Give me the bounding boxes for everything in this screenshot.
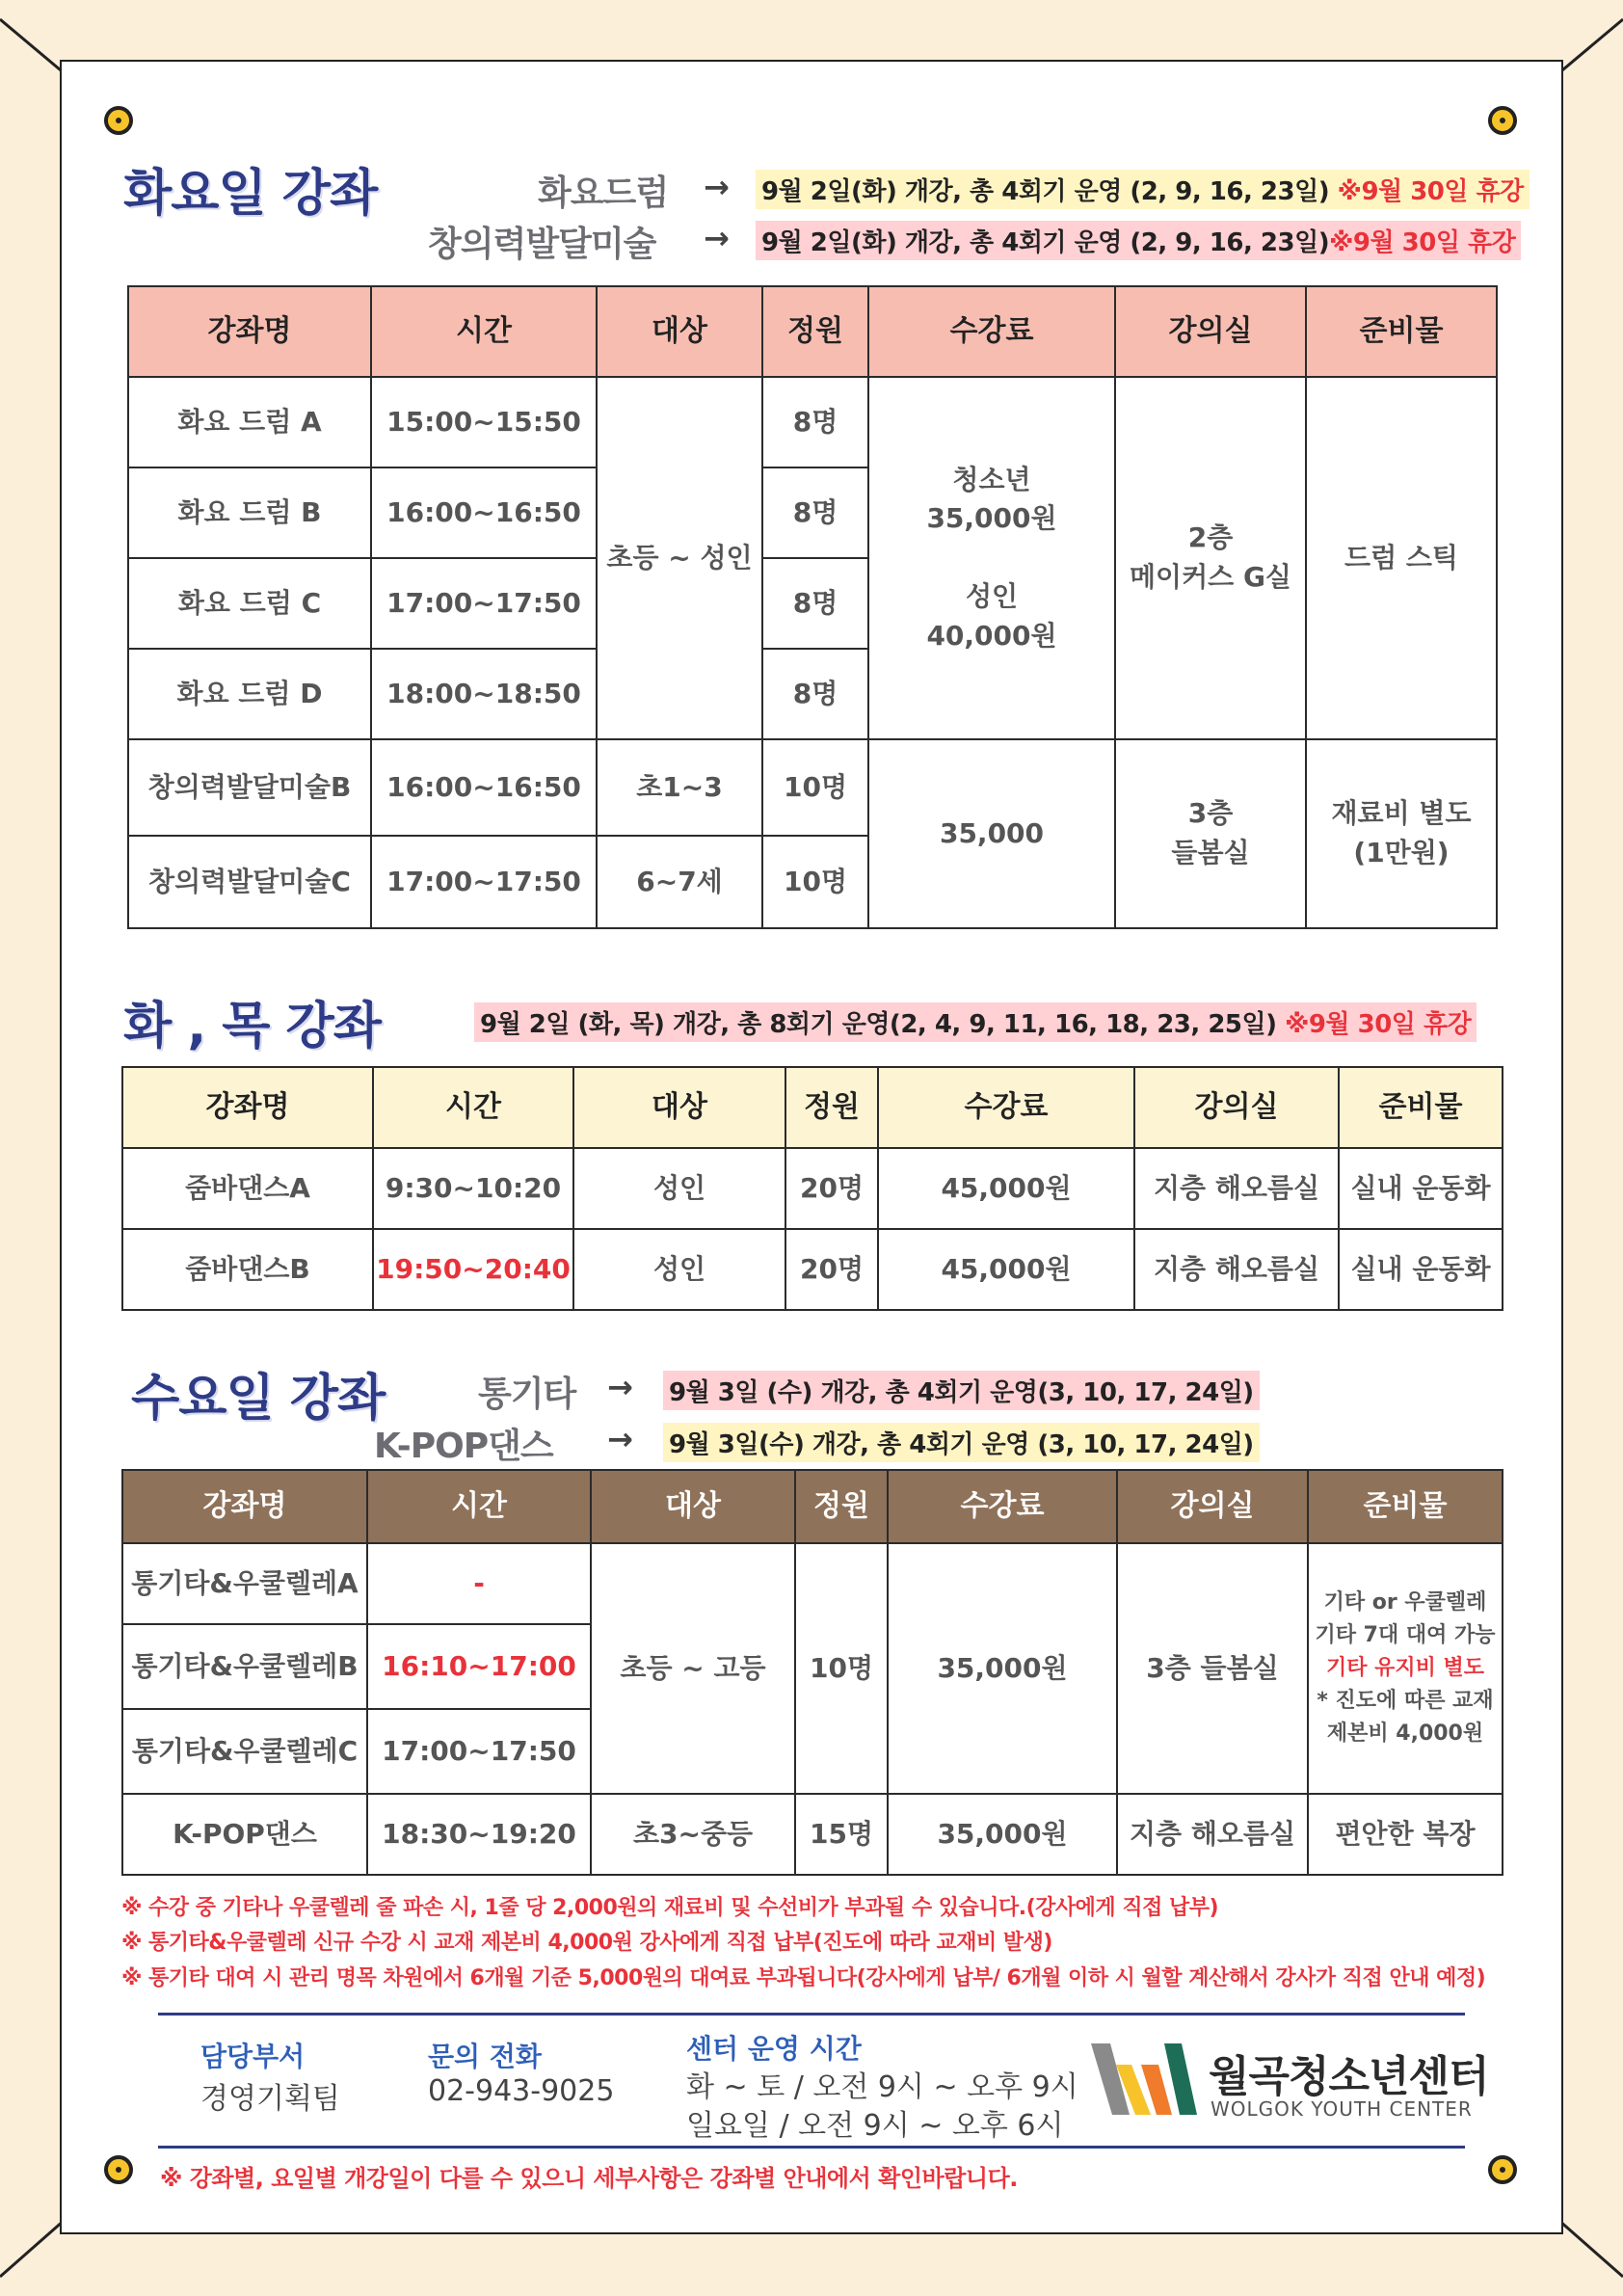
table-row: [122, 1229, 1503, 1310]
table-row: [122, 1543, 1503, 1624]
course-supplies: 실내 운동화: [1339, 1148, 1503, 1229]
col-header: 시간: [367, 1470, 591, 1543]
footer-bottom-divider: [158, 2146, 1465, 2149]
table-row: [128, 739, 1497, 836]
col-header: 대상: [591, 1470, 795, 1543]
course-capacity: 10명: [762, 836, 868, 928]
col-header: 수강료: [868, 286, 1115, 377]
course-time: -: [367, 1543, 591, 1624]
ring-bottom-right-icon: [1488, 2155, 1517, 2184]
tuethu-title: 화 , 목 강좌: [123, 998, 381, 1055]
course-capacity: 20명: [785, 1229, 878, 1310]
tuesday-table: [127, 285, 1498, 929]
table-row: [122, 1794, 1503, 1875]
course-supplies: 실내 운동화: [1339, 1229, 1503, 1310]
course-supplies: 드럼 스틱: [1306, 377, 1497, 739]
hours-sunday: 일요일 / 오전 9시 ~ 오후 6시: [686, 2109, 1064, 2143]
wednesday-title: 수요일 강좌: [131, 1370, 386, 1428]
col-header: 강좌명: [122, 1067, 373, 1148]
course-time: 9:30~10:20: [373, 1148, 573, 1229]
course-name: K-POP댄스: [122, 1794, 367, 1875]
course-time: 17:00~17:50: [367, 1709, 591, 1794]
col-header: 정원: [762, 286, 868, 377]
course-time: 18:00~18:50: [371, 649, 597, 739]
course-time: 16:10~17:00: [367, 1624, 591, 1709]
course-target: 초3~중등: [591, 1794, 795, 1875]
col-header: 강좌명: [122, 1470, 367, 1543]
wednesday-table: [121, 1469, 1503, 1876]
col-header: 강의실: [1115, 286, 1306, 377]
dept-value: 경영기획팀: [200, 2082, 340, 2116]
course-name: 창의력발달미술C: [128, 836, 371, 928]
col-header: 준비물: [1339, 1067, 1503, 1148]
table-row: [122, 1148, 1503, 1229]
course-supplies: 재료비 별도 (1만원): [1306, 739, 1497, 928]
course-fee: 45,000원: [878, 1229, 1134, 1310]
course-supplies: 기타 or 우쿨렐레 기타 7대 대여 가능 기타 유지비 별도 * 진도에 따른 교재 제본비 4,000원: [1308, 1543, 1503, 1794]
course-target: 초1~3: [597, 739, 762, 836]
ring-top-left-icon: [104, 106, 133, 135]
course-time: 18:30~19:20: [367, 1794, 591, 1875]
course-fee: 35,000: [868, 739, 1115, 928]
course-target: 성인: [573, 1229, 785, 1310]
course-time: 17:00~17:50: [371, 836, 597, 928]
course-name: 통기타&우쿨렐레A: [122, 1543, 367, 1624]
ring-bottom-left-icon: [104, 2155, 133, 2184]
course-capacity: 10명: [762, 739, 868, 836]
course-time: 19:50~20:40: [373, 1229, 573, 1310]
table-row: [128, 377, 1497, 467]
course-room: 3층 들봄실: [1115, 739, 1306, 928]
col-header: 준비물: [1308, 1470, 1503, 1543]
tuesday-drum-name: 화요드럼: [538, 174, 669, 213]
course-time: 17:00~17:50: [371, 558, 597, 649]
tuethu-table: [121, 1066, 1503, 1311]
wednesday-kpop-name: K-POP댄스: [374, 1427, 553, 1466]
course-target: 초등 ~ 성인: [597, 377, 762, 739]
course-name: 통기타&우쿨렐레C: [122, 1709, 367, 1794]
course-room: 지층 해오름실: [1134, 1229, 1339, 1310]
hours-weekday: 화 ~ 토 / 오전 9시 ~ 오후 9시: [686, 2070, 1078, 2104]
col-header: 시간: [373, 1067, 573, 1148]
tuethu-note: 9월 2일 (화, 목) 개강, 총 8회기 운영(2, 4, 9, 11, 16, 18, 23, 25일) ※9월 30일 휴강: [474, 1002, 1477, 1042]
course-time: 15:00~15:50: [371, 377, 597, 467]
course-supplies: 편안한 복장: [1308, 1794, 1503, 1875]
col-header: 수강료: [878, 1067, 1134, 1148]
tuesday-drum-arrow: →: [704, 169, 730, 205]
col-header: 정원: [795, 1470, 888, 1543]
tuesday-art-note: 9월 2일(화) 개강, 총 4회기 운영 (2, 9, 16, 23일)※9월 30일 휴강: [756, 221, 1521, 260]
course-name: 통기타&우쿨렐레B: [122, 1624, 367, 1709]
course-capacity: 20명: [785, 1148, 878, 1229]
course-fee: 35,000원: [888, 1794, 1117, 1875]
dept-label: 담당부서: [200, 2041, 306, 2072]
ring-top-right-icon: [1488, 106, 1517, 135]
tuesday-art-arrow: →: [704, 220, 730, 256]
col-header: 대상: [597, 286, 762, 377]
footer-top-divider: [158, 2013, 1465, 2016]
footnote-2: ※ 통기타&우쿨렐레 신규 수강 시 교재 제본비 4,000원 강사에게 직접 납부(진도에 따라 교재비 발생): [121, 1931, 1052, 1955]
course-name: 화요 드럼 A: [128, 377, 371, 467]
course-room: 지층 해오름실: [1134, 1148, 1339, 1229]
logo-english: WOLGOK YOUTH CENTER: [1211, 2097, 1473, 2121]
wednesday-kpop-arrow: →: [607, 1421, 633, 1457]
course-fee: 35,000원: [888, 1543, 1117, 1794]
wednesday-guitar-name: 통기타: [478, 1375, 576, 1414]
phone-value: 02-943-9025: [428, 2074, 615, 2108]
wolgok-logo-icon: [1087, 2036, 1203, 2122]
col-header: 대상: [573, 1067, 785, 1148]
wednesday-guitar-note: 9월 3일 (수) 개강, 총 4회기 운영(3, 10, 17, 24일): [663, 1371, 1260, 1410]
tuesday-art-name: 창의력발달미술: [428, 225, 656, 264]
course-room: 3층 들봄실: [1117, 1543, 1308, 1794]
course-time: 16:00~16:50: [371, 467, 597, 558]
col-header: 강의실: [1117, 1470, 1308, 1543]
logo-name: 월곡청소년센터: [1209, 2052, 1489, 2101]
footnote-3: ※ 통기타 대여 시 관리 명목 차원에서 6개월 기준 5,000원의 대여료 부과됩니다(강사에게 납부/ 6개월 이하 시 월할 계산해서 강사가 직접 안내 예정): [121, 1966, 1486, 1990]
course-room: 지층 해오름실: [1117, 1794, 1308, 1875]
course-capacity: 8명: [762, 649, 868, 739]
wednesday-kpop-note: 9월 3일(수) 개강, 총 4회기 운영 (3, 10, 17, 24일): [663, 1423, 1260, 1462]
course-capacity: 8명: [762, 558, 868, 649]
col-header: 수강료: [888, 1470, 1117, 1543]
course-capacity: 10명: [795, 1543, 888, 1794]
tuesday-drum-note: 9월 2일(화) 개강, 총 4회기 운영 (2, 9, 16, 23일) ※9월 30일 휴강: [756, 170, 1530, 209]
col-header: 정원: [785, 1067, 878, 1148]
course-time: 16:00~16:50: [371, 739, 597, 836]
col-header: 준비물: [1306, 286, 1497, 377]
col-header: 강의실: [1134, 1067, 1339, 1148]
footnote-1: ※ 수강 중 기타나 우쿨렐레 줄 파손 시, 1줄 당 2,000원의 재료비 및 수선비가 부과될 수 있습니다.(강사에게 직접 납부): [121, 1896, 1219, 1920]
tuesday-title: 화요일 강좌: [123, 165, 378, 223]
wednesday-guitar-arrow: →: [607, 1369, 633, 1405]
course-capacity: 15명: [795, 1794, 888, 1875]
course-name: 화요 드럼 D: [128, 649, 371, 739]
course-capacity: 8명: [762, 377, 868, 467]
course-fee: 45,000원: [878, 1148, 1134, 1229]
course-name: 화요 드럼 C: [128, 558, 371, 649]
course-capacity: 8명: [762, 467, 868, 558]
course-name: 줌바댄스A: [122, 1148, 373, 1229]
col-header: 강좌명: [128, 286, 371, 377]
course-name: 줌바댄스B: [122, 1229, 373, 1310]
course-target: 성인: [573, 1148, 785, 1229]
bottom-note: ※ 강좌별, 요일별 개강일이 다를 수 있으니 세부사항은 강좌별 안내에서 확인바랍니다.: [160, 2165, 1018, 2192]
course-name: 창의력발달미술B: [128, 739, 371, 836]
course-room: 2층 메이커스 G실: [1115, 377, 1306, 739]
hours-label: 센터 운영 시간: [686, 2033, 862, 2065]
course-target: 초등 ~ 고등: [591, 1543, 795, 1794]
course-fee: 청소년 35,000원 성인 40,000원: [868, 377, 1115, 739]
course-name: 화요 드럼 B: [128, 467, 371, 558]
phone-label: 문의 전화: [428, 2041, 542, 2072]
course-target: 6~7세: [597, 836, 762, 928]
col-header: 시간: [371, 286, 597, 377]
